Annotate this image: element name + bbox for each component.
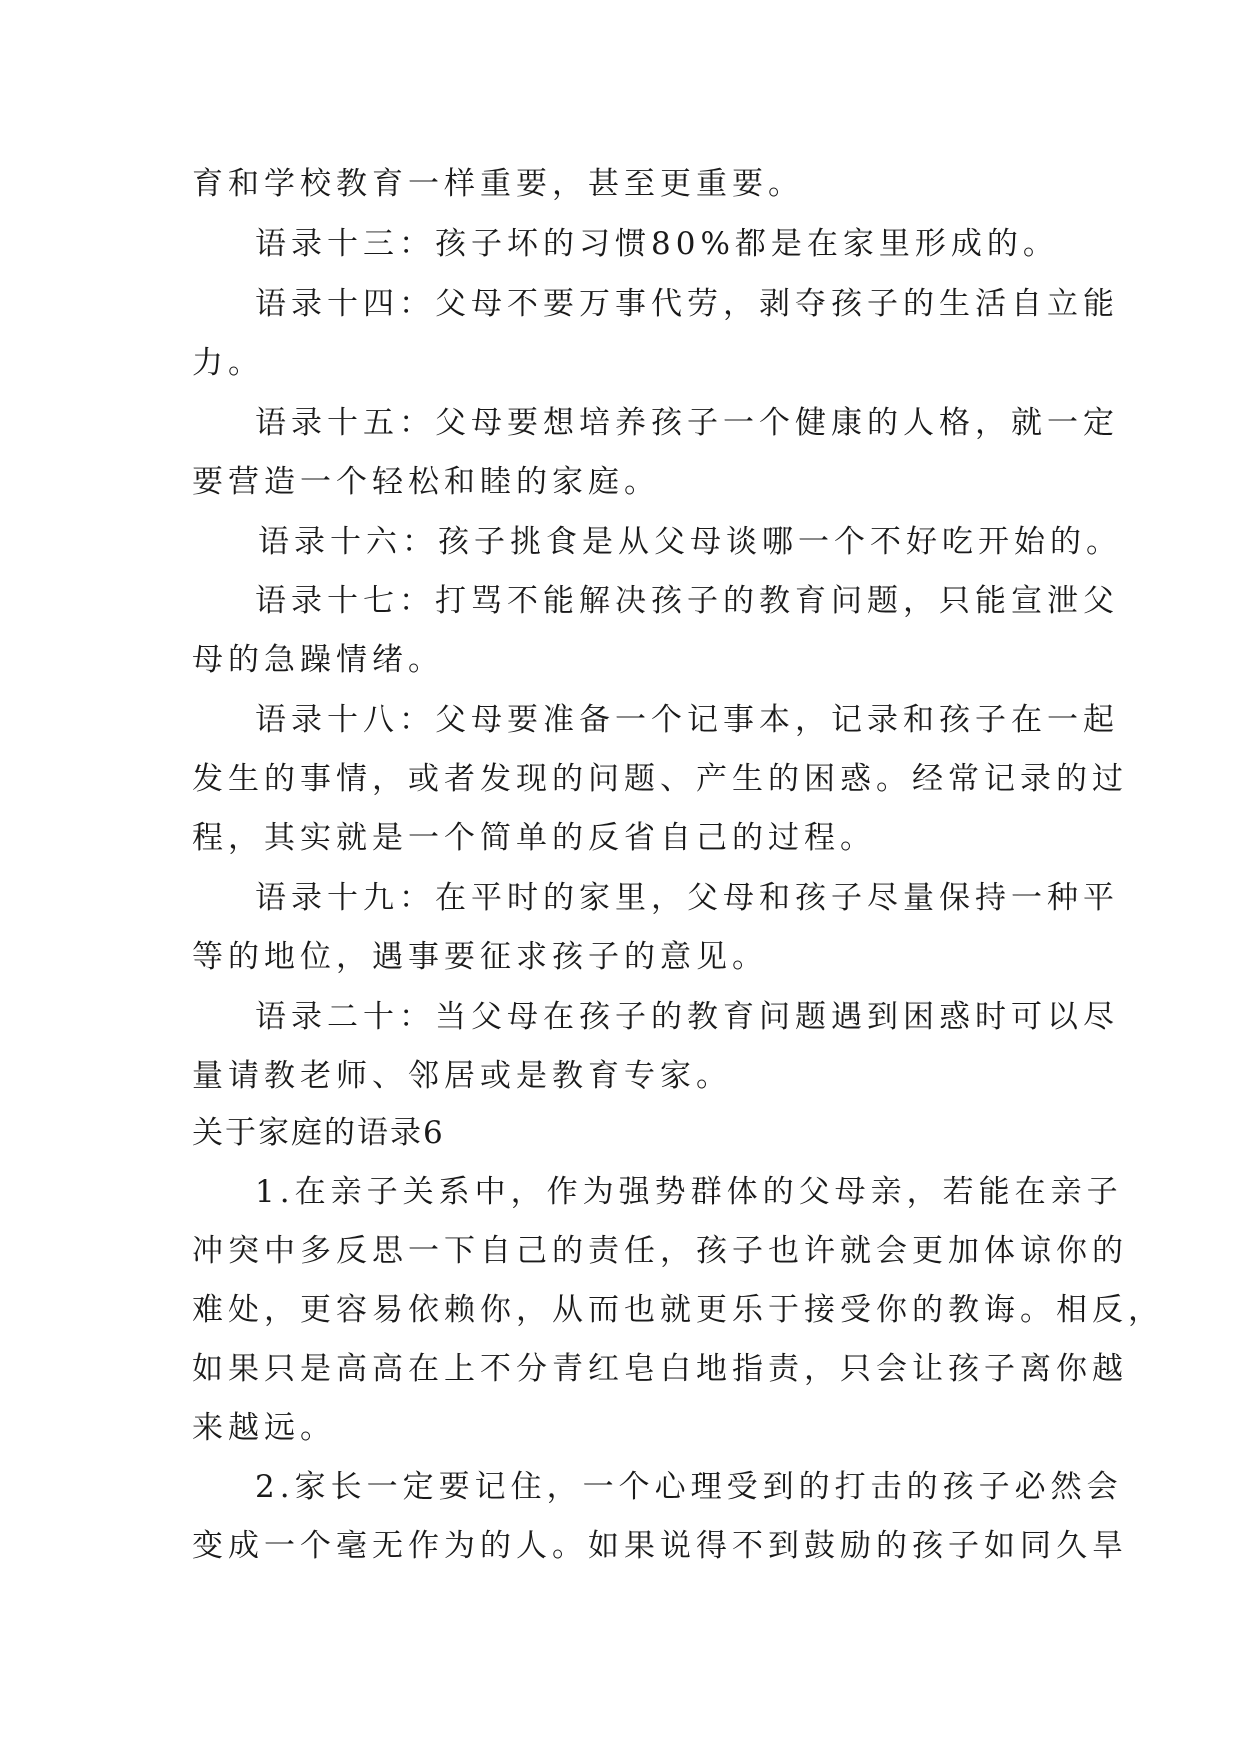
- text-line: 难处，更容易依赖你，从而也就更乐于接受你的教诲。相反，: [192, 1292, 1164, 1328]
- text-line: 如果只是高高在上不分青红皂白地指责，只会让孩子离你越: [192, 1351, 1128, 1387]
- quote-20: 语录二十：当父母在孩子的教育问题遇到困惑时可以尽: [255, 999, 1119, 1035]
- section-heading: 关于家庭的语录6: [192, 1115, 445, 1151]
- quote-19: 语录十九：在平时的家里，父母和孩子尽量保持一种平: [255, 880, 1119, 916]
- text-line: 要营造一个轻松和睦的家庭。: [192, 464, 660, 500]
- quote-17: 语录十七：打骂不能解决孩子的教育问题，只能宣泄父: [255, 583, 1119, 619]
- text-line: 力。: [192, 345, 264, 381]
- list-item-1: 1.在亲子关系中，作为强势群体的父母亲，若能在亲子: [255, 1174, 1123, 1210]
- quote-16: 语录十六：孩子挑食是从父母谈哪一个不好吃开始的。: [258, 524, 1122, 560]
- text-line: 发生的事情，或者发现的问题、产生的困惑。经常记录的过: [192, 761, 1128, 797]
- list-item-2: 2.家长一定要记住，一个心理受到的打击的孩子必然会: [255, 1469, 1123, 1505]
- text-line: 量请教老师、邻居或是教育专家。: [192, 1058, 732, 1094]
- text-line: 等的地位，遇事要征求孩子的意见。: [192, 939, 768, 975]
- quote-18: 语录十八：父母要准备一个记事本，记录和孩子在一起: [255, 702, 1119, 738]
- quote-15: 语录十五：父母要想培养孩子一个健康的人格，就一定: [255, 405, 1119, 441]
- text-line: 变成一个毫无作为的人。如果说得不到鼓励的孩子如同久旱: [192, 1528, 1128, 1564]
- quote-14: 语录十四：父母不要万事代劳，剥夺孩子的生活自立能: [255, 286, 1119, 322]
- quote-13: 语录十三：孩子坏的习惯80%都是在家里形成的。: [255, 226, 1059, 262]
- text-line: 冲突中多反思一下自己的责任，孩子也许就会更加体谅你的: [192, 1233, 1128, 1269]
- text-line: 来越远。: [192, 1410, 336, 1446]
- text-line: 母的急躁情绪。: [192, 642, 444, 678]
- text-line: 育和学校教育一样重要，甚至更重要。: [192, 166, 804, 202]
- text-line: 程，其实就是一个简单的反省自己的过程。: [192, 820, 876, 856]
